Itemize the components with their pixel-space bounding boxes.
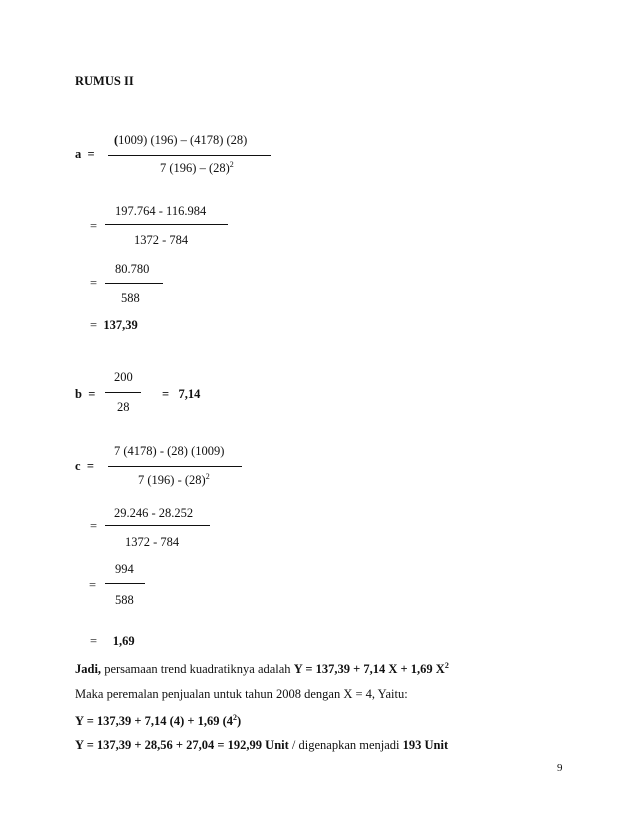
conclusion-line bbox=[75, 661, 449, 677]
a-label bbox=[75, 147, 95, 162]
a-step2-equals: = bbox=[90, 219, 98, 233]
c-result bbox=[90, 634, 135, 649]
c-step1-denominator bbox=[138, 472, 210, 488]
forecast-intro: Maka peremalan penjualan untuk tahun 2008 dengan X = 4, Yaitu: bbox=[75, 687, 408, 701]
calc2-bold2: 193 Unit bbox=[402, 738, 449, 752]
b-var: b bbox=[75, 387, 82, 401]
c-equals: = bbox=[86, 459, 94, 473]
c-var: c bbox=[75, 459, 81, 473]
c-step2-equals: = bbox=[90, 519, 98, 533]
c-step1-fraction-bar bbox=[108, 466, 242, 467]
conclusion-equation: Y = 137,39 + 7,14 X + 1,69 X bbox=[293, 662, 445, 676]
c-step2-numerator: 29.246 - 28.252 bbox=[114, 506, 194, 520]
c-step1-den-sup: 2 bbox=[205, 472, 210, 481]
page-heading: RUMUS II bbox=[75, 74, 134, 88]
c-result-value: 1,69 bbox=[112, 634, 135, 648]
a-step1-fraction-bar bbox=[108, 155, 271, 156]
a-step3-numerator: 80.780 bbox=[115, 262, 150, 276]
calc2-normal: / digenapkan menjadi bbox=[288, 738, 403, 752]
a-result-value: 137,39 bbox=[103, 318, 138, 332]
b-result-equals: = bbox=[162, 387, 170, 401]
conclusion-jadi: Jadi, bbox=[75, 662, 102, 676]
calc1-close: ) bbox=[237, 714, 242, 728]
b-denominator: 28 bbox=[117, 400, 130, 414]
calc1-text: Y = 137,39 + 7,14 (4) + 1,69 (4 bbox=[75, 714, 234, 728]
c-step2-fraction-bar bbox=[105, 525, 210, 526]
a-step1-denominator bbox=[160, 160, 234, 176]
c-step3-equals: = bbox=[89, 578, 97, 592]
b-result-value: 7,14 bbox=[178, 387, 201, 401]
c-step1-den-text: 7 (196) - (28) bbox=[138, 473, 206, 487]
a-step1-den-sup: 2 bbox=[229, 160, 234, 169]
a-step2-denominator: 1372 - 784 bbox=[134, 233, 189, 247]
c-step3-denominator: 588 bbox=[115, 593, 134, 607]
c-step1-numerator: 7 (4178) - (28) (1009) bbox=[114, 444, 225, 458]
conclusion-equation-sup: 2 bbox=[444, 661, 449, 670]
calc-line-2 bbox=[75, 738, 448, 753]
c-label bbox=[75, 459, 94, 474]
a-step1-numerator bbox=[114, 133, 247, 148]
a-step3-fraction-bar bbox=[105, 283, 163, 284]
a-step2-numerator: 197.764 - 116.984 bbox=[115, 204, 207, 218]
a-step3-equals: = bbox=[90, 276, 98, 290]
conclusion-text: persamaan trend kuadratiknya adalah bbox=[101, 662, 294, 676]
a-step3-denominator: 588 bbox=[121, 291, 140, 305]
calc-line-1 bbox=[75, 713, 241, 729]
b-equals: = bbox=[88, 387, 96, 401]
b-label bbox=[75, 387, 95, 402]
c-result-equals: = bbox=[90, 634, 98, 648]
calc2-bold1: Y = 137,39 + 28,56 + 27,04 = 192,99 Unit bbox=[75, 738, 289, 752]
a-step1-num-paren: ( bbox=[114, 133, 119, 147]
b-result bbox=[162, 387, 200, 402]
a-step1-den-text: 7 (196) – (28) bbox=[160, 161, 230, 175]
a-equals: = bbox=[87, 147, 95, 161]
b-numerator: 200 bbox=[114, 370, 133, 384]
c-step3-numerator: 994 bbox=[115, 562, 134, 576]
a-step2-fraction-bar bbox=[105, 224, 228, 225]
a-var: a bbox=[75, 147, 82, 161]
c-step3-fraction-bar bbox=[105, 583, 145, 584]
page-number: 9 bbox=[557, 762, 563, 774]
calc1-sup: 2 bbox=[233, 713, 238, 722]
a-step1-num-text: 1009) (196) – (4178) (28) bbox=[118, 133, 248, 147]
a-result bbox=[90, 318, 138, 333]
b-fraction-bar bbox=[105, 392, 141, 393]
a-result-equals: = bbox=[90, 318, 98, 332]
c-step2-denominator: 1372 - 784 bbox=[125, 535, 180, 549]
